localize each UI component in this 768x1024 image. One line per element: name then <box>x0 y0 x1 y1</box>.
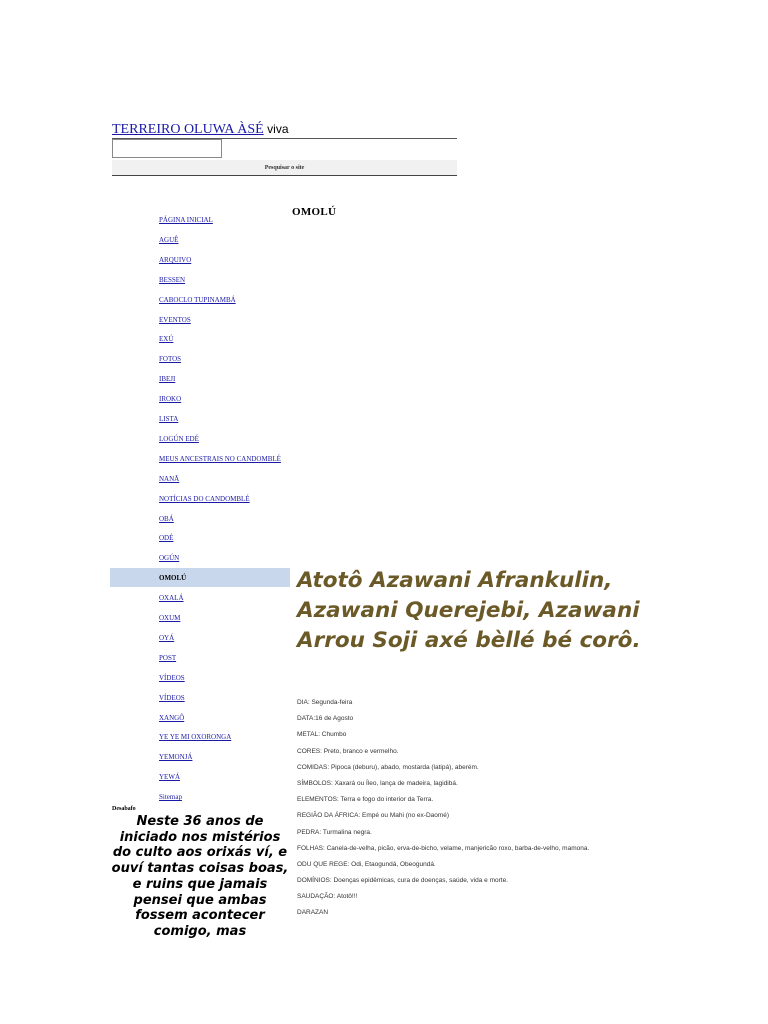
sidebar-item-label[interactable]: NOTÍCIAS DO CANDOMBLÉ <box>159 494 250 503</box>
sidebar-item-label[interactable]: IROKO <box>159 395 182 404</box>
sidebar-heading: Desabafo <box>112 806 136 812</box>
sidebar-item[interactable] <box>110 568 290 587</box>
fact-line: DATA:16 de Agosto <box>297 715 354 723</box>
fact-line: DARAZAN <box>297 909 329 917</box>
sidebar-item[interactable] <box>110 409 290 428</box>
sidebar-item-label[interactable]: OYÁ <box>159 633 175 642</box>
sidebar-item-label[interactable]: ARQUIVO <box>159 255 192 264</box>
sidebar-item[interactable] <box>110 588 290 607</box>
sidebar-item-label[interactable]: ODÉ <box>159 534 174 543</box>
fact-line: CORES: Preto, branco e vermelho. <box>297 747 399 755</box>
sidebar-item[interactable] <box>110 329 290 348</box>
sidebar-item[interactable] <box>110 528 290 547</box>
sidebar-item[interactable] <box>110 310 290 329</box>
search-bar <box>112 160 457 176</box>
sidebar-item[interactable] <box>110 628 290 647</box>
sidebar-item[interactable] <box>110 250 290 269</box>
sidebar-item-label[interactable]: IBEJI <box>159 375 176 384</box>
fact-line: COMIDAS: Pipoca (deburu), abado, mostarda (latipá), aberém. <box>297 763 479 771</box>
sidebar-item-label[interactable]: Sitemap <box>159 793 182 802</box>
sidebar-item-label[interactable]: YEWÁ <box>159 773 180 782</box>
sidebar-item[interactable] <box>110 489 290 508</box>
sidebar-item-label[interactable]: OXUM <box>159 614 181 622</box>
sidebar-item[interactable] <box>110 548 290 567</box>
fact-line: REGIÃO DA ÁFRICA: Empé ou Mahi (no ex-Daomé) <box>297 812 450 820</box>
sidebar-item[interactable] <box>110 290 290 309</box>
search-button[interactable]: Pesquisar o site <box>264 165 305 171</box>
sidebar-item-label[interactable]: NANÃ <box>159 474 180 483</box>
sidebar-item[interactable] <box>110 787 290 806</box>
sidebar-item-label[interactable]: YEMONJÁ <box>159 753 193 762</box>
sidebar-item[interactable] <box>110 349 290 368</box>
fact-line: ELEMENTOS: Terra e fogo do interior da Terra. <box>297 796 434 804</box>
fact-line: FOLHAS: Canela-de-velha, picão, erva-de-bicho, velame, manjericão roxo, barba-de-velho, mamona. <box>297 844 590 852</box>
fact-line: SAUDAÇÃO: Atotô!!! <box>297 893 358 901</box>
sidebar-item[interactable] <box>110 210 290 229</box>
sidebar-item-label[interactable]: AGUÊ <box>159 235 179 244</box>
site-name-link[interactable]: TERREIRO OLUWA ÀSÉ <box>112 122 264 137</box>
sidebar-item[interactable] <box>110 509 290 528</box>
sidebar-item-label[interactable]: XANGÔ <box>159 713 185 722</box>
sidebar-item-label[interactable]: EXÚ <box>159 335 174 344</box>
fact-line: SÍMBOLOS: Xaxará ou Íleo, lança de madeira, lagidibá. <box>297 779 458 787</box>
sidebar-item[interactable] <box>110 469 290 488</box>
fact-line: DIA: Segunda-feira <box>297 699 353 706</box>
fact-line: METAL: Chumbo <box>297 731 347 739</box>
sidebar-item[interactable] <box>110 747 290 766</box>
sidebar-item-label[interactable]: PÁGINA INICIAL <box>159 216 213 224</box>
facts-list <box>297 699 717 926</box>
fact-line: PEDRA: Turmalina negra. <box>297 828 372 836</box>
sidebar-text: Neste 36 anos de iniciado nos mistérios do culto aos orixás ví, e ouví tantas coisas boas, e ruins que jamais pensei que ambas fossem acontecer comigo, mas <box>111 814 289 939</box>
sidebar-item-label[interactable]: FOTOS <box>159 355 182 364</box>
sidebar-item[interactable] <box>110 608 290 627</box>
site-suffix: viva <box>267 122 289 136</box>
sidebar-item-label[interactable]: VÍDEOS <box>159 693 185 702</box>
fact-line: DOMÍNIOS: Doenças epidêmicas, cura de doenças, saúde, vida e morte. <box>297 877 508 885</box>
site-header <box>112 122 457 138</box>
sidebar-item-label[interactable]: YE YE MI OXORONGA <box>159 733 232 742</box>
sidebar-item-label[interactable]: EVENTOS <box>159 315 191 324</box>
sidebar-item[interactable] <box>110 668 290 687</box>
sidebar-item[interactable] <box>110 648 290 667</box>
sidebar-item[interactable] <box>110 449 290 468</box>
sidebar-item[interactable] <box>110 688 290 707</box>
sidebar-item[interactable] <box>110 369 290 388</box>
sidebar-item-label[interactable]: BESSEN <box>159 275 186 284</box>
sidebar-item[interactable] <box>110 727 290 746</box>
sidebar-item-label[interactable]: OBÁ <box>159 514 174 523</box>
sidebar-item-label[interactable]: VÍDEOS <box>159 673 185 682</box>
greeting-heading: Atotô Azawani Afrankulin, Azawani Querejebi, Azawani Arrou Soji axé bèllé bé corô. <box>297 568 641 653</box>
sidebar-item-label[interactable]: OGÚN <box>159 554 180 563</box>
sidebar-item[interactable] <box>110 270 290 289</box>
sidebar-item-label[interactable]: MEUS ANCESTRAIS NO CANDOMBLÉ <box>159 454 281 463</box>
page-title: OMOLÚ <box>292 206 337 218</box>
sidebar-item[interactable] <box>110 389 290 408</box>
sidebar-item-label[interactable]: LOGÚN EDÉ <box>159 434 199 443</box>
sidebar-item[interactable] <box>110 230 290 249</box>
site-title <box>112 122 457 138</box>
sidebar-item-label[interactable]: OMOLÚ <box>159 574 187 583</box>
sidebar-item[interactable] <box>110 429 290 448</box>
sidebar-item-label[interactable]: CABOCLO TUPINAMBÁ <box>159 295 236 304</box>
sidebar-item-label[interactable]: OXALÁ <box>159 594 184 603</box>
sidebar-item-label[interactable]: LISTA <box>159 415 179 423</box>
sidebar-item-label[interactable]: POST <box>159 653 177 662</box>
search-input[interactable] <box>112 139 222 158</box>
sidebar-item[interactable] <box>110 767 290 786</box>
sidebar-item[interactable] <box>110 708 290 727</box>
fact-line: ODU QUE REGE: Odi, Etaogundá, Obeogundá. <box>297 860 436 868</box>
